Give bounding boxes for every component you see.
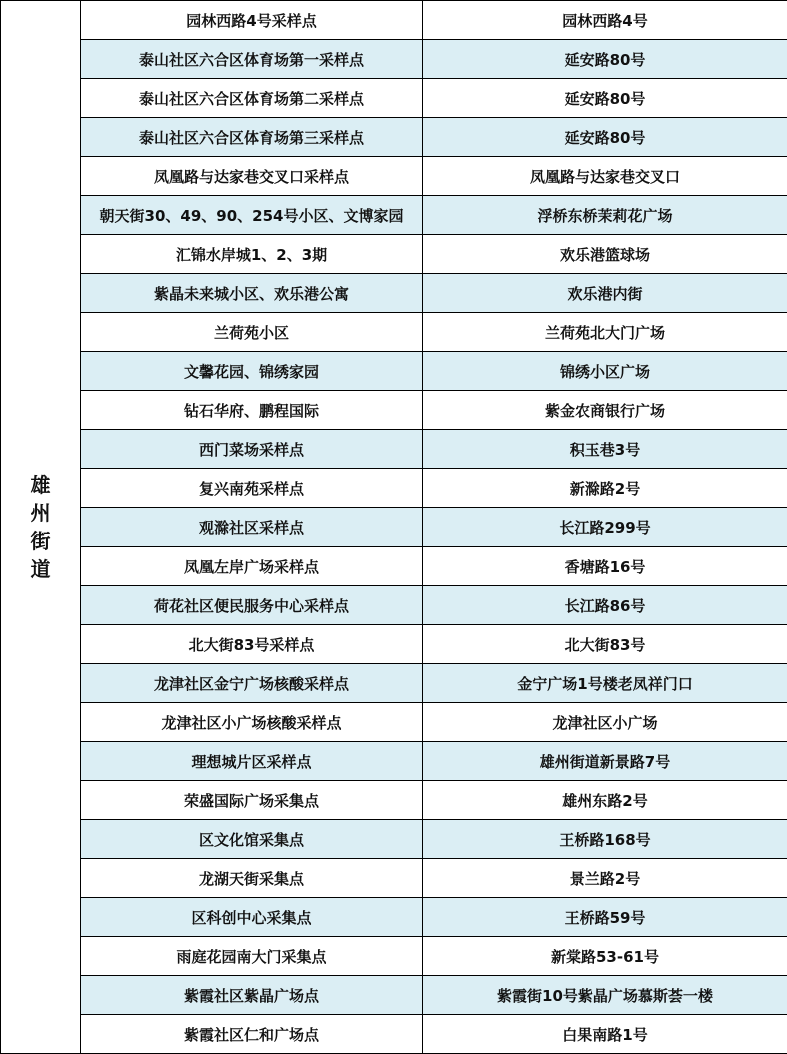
- table-row: [1, 586, 787, 625]
- table-row: [1, 118, 787, 157]
- table-row: [1, 274, 787, 313]
- site-address-cell: 龙津社区小广场: [423, 703, 787, 742]
- site-address-cell: 景兰路2号: [423, 859, 787, 898]
- table-row: [1, 1, 787, 40]
- site-name-cell: 荷花社区便民服务中心采样点: [81, 586, 423, 625]
- site-address-cell: 王桥路59号: [423, 898, 787, 937]
- table-row: [1, 703, 787, 742]
- site-address-cell: 新滁路2号: [423, 469, 787, 508]
- site-address-cell: 延安路80号: [423, 40, 787, 79]
- table-row: [1, 313, 787, 352]
- site-name-cell: 朝天街30、49、90、254号小区、文博家园: [81, 196, 423, 235]
- site-address-cell: 长江路299号: [423, 508, 787, 547]
- table-row: [1, 157, 787, 196]
- site-name-cell: 北大街83号采样点: [81, 625, 423, 664]
- site-address-cell: 紫霞街10号紫晶广场慕斯荟一楼: [423, 976, 787, 1015]
- site-address-cell: 紫金农商银行广场: [423, 391, 787, 430]
- site-address-cell: 积玉巷3号: [423, 430, 787, 469]
- site-address-cell: 香塘路16号: [423, 547, 787, 586]
- site-name-cell: 园林西路4号采样点: [81, 1, 423, 40]
- site-name-cell: 荣盛国际广场采集点: [81, 781, 423, 820]
- site-name-cell: 泰山社区六合区体育场第二采样点: [81, 79, 423, 118]
- site-address-cell: 金宁广场1号楼老凤祥门口: [423, 664, 787, 703]
- site-name-cell: 泰山社区六合区体育场第一采样点: [81, 40, 423, 79]
- site-address-cell: 浮桥东桥茉莉花广场: [423, 196, 787, 235]
- table-row: [1, 664, 787, 703]
- site-address-cell: 延安路80号: [423, 79, 787, 118]
- site-address-cell: 白果南路1号: [423, 1015, 787, 1054]
- site-name-cell: 紫晶未来城小区、欢乐港公寓: [81, 274, 423, 313]
- table-row: [1, 937, 787, 976]
- site-address-cell: 欢乐港篮球场: [423, 235, 787, 274]
- table-row: [1, 898, 787, 937]
- site-address-cell: 雄州东路2号: [423, 781, 787, 820]
- site-name-cell: 文馨花园、锦绣家园: [81, 352, 423, 391]
- site-name-cell: 钻石华府、鹏程国际: [81, 391, 423, 430]
- site-address-cell: 北大街83号: [423, 625, 787, 664]
- table-row: [1, 196, 787, 235]
- table-row: [1, 508, 787, 547]
- table-row: [1, 820, 787, 859]
- table-body: [1, 1, 787, 1054]
- table-row: [1, 391, 787, 430]
- table-row: [1, 352, 787, 391]
- site-name-cell: 紫霞社区紫晶广场点: [81, 976, 423, 1015]
- site-name-cell: 雨庭花园南大门采集点: [81, 937, 423, 976]
- site-address-cell: 兰荷苑北大门广场: [423, 313, 787, 352]
- site-name-cell: 龙津社区金宁广场核酸采样点: [81, 664, 423, 703]
- table-row: [1, 547, 787, 586]
- site-name-cell: 复兴南苑采样点: [81, 469, 423, 508]
- site-address-cell: 雄州街道新景路7号: [423, 742, 787, 781]
- site-address-cell: 园林西路4号: [423, 1, 787, 40]
- site-name-cell: 西门菜场采样点: [81, 430, 423, 469]
- table-row: [1, 469, 787, 508]
- table-row: [1, 40, 787, 79]
- table-row: [1, 1015, 787, 1054]
- site-name-cell: 观滁社区采样点: [81, 508, 423, 547]
- site-name-cell: 紫霞社区仁和广场点: [81, 1015, 423, 1054]
- site-address-cell: 延安路80号: [423, 118, 787, 157]
- table-row: [1, 625, 787, 664]
- site-name-cell: 泰山社区六合区体育场第三采样点: [81, 118, 423, 157]
- table-row: [1, 976, 787, 1015]
- site-name-cell: 汇锦水岸城1、2、3期: [81, 235, 423, 274]
- table-row: [1, 742, 787, 781]
- table-row: [1, 79, 787, 118]
- site-name-cell: 兰荷苑小区: [81, 313, 423, 352]
- site-name-cell: 龙湖天街采集点: [81, 859, 423, 898]
- site-name-cell: 龙津社区小广场核酸采样点: [81, 703, 423, 742]
- street-name: 雄 州 街 道: [30, 473, 51, 581]
- site-name-cell: 区文化馆采集点: [81, 820, 423, 859]
- site-name-cell: 区科创中心采集点: [81, 898, 423, 937]
- site-address-cell: 凤凰路与达家巷交叉口: [423, 157, 787, 196]
- site-address-cell: 长江路86号: [423, 586, 787, 625]
- site-address-cell: 欢乐港内街: [423, 274, 787, 313]
- site-name-cell: 理想城片区采样点: [81, 742, 423, 781]
- table-row: [1, 781, 787, 820]
- table-row: [1, 859, 787, 898]
- site-name-cell: 凤凰左岸广场采样点: [81, 547, 423, 586]
- table-row: [1, 430, 787, 469]
- street-name-cell: [1, 1, 81, 1054]
- site-address-cell: 王桥路168号: [423, 820, 787, 859]
- site-address-cell: 锦绣小区广场: [423, 352, 787, 391]
- site-address-cell: 新棠路53-61号: [423, 937, 787, 976]
- table-row: [1, 235, 787, 274]
- site-name-cell: 凤凰路与达家巷交叉口采样点: [81, 157, 423, 196]
